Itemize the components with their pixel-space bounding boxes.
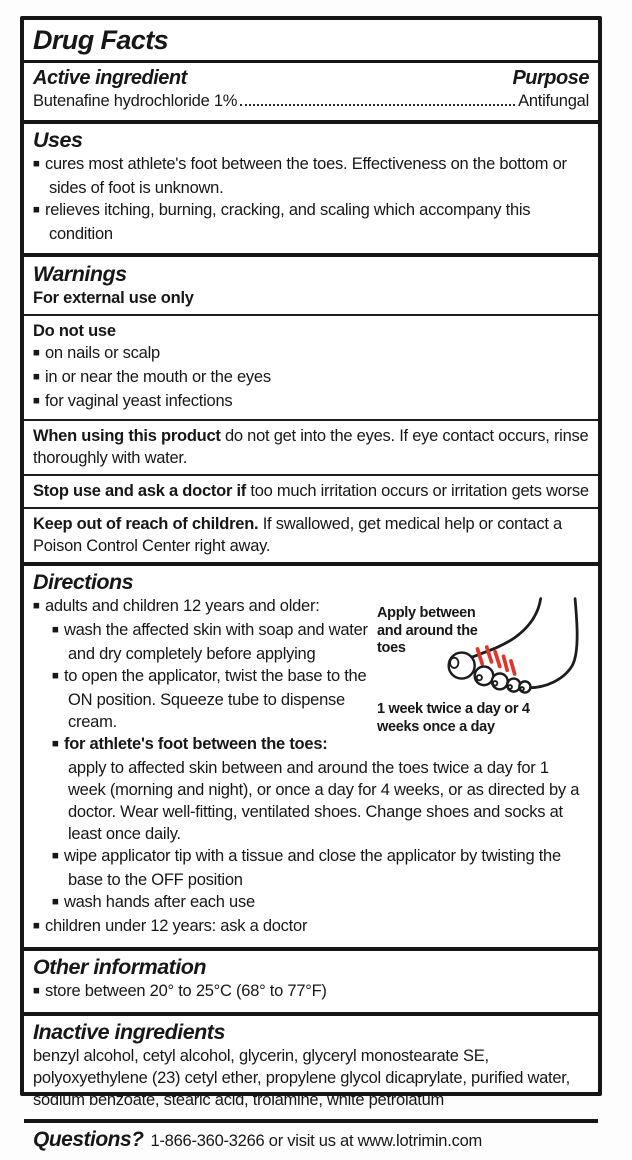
list-item: ■ store between 20° to 25°C (68° to 77°F) xyxy=(33,982,327,1000)
foot-illustration-icon xyxy=(431,597,589,697)
figure-caption-apply: Apply between and around the toes xyxy=(377,605,478,656)
square-bullet-icon: ■ xyxy=(33,985,40,997)
warnings-section xyxy=(24,253,598,562)
when-using-block xyxy=(24,419,598,474)
square-bullet-icon: ■ xyxy=(52,624,59,636)
directions-section xyxy=(24,562,598,947)
square-bullet-icon: ■ xyxy=(33,600,40,612)
directions-heading: Directions xyxy=(33,570,134,594)
list-item: ■ in or near the mouth or the eyes xyxy=(33,368,271,386)
list-item: ■ for athlete's foot between the toes: apply to affected skin between and around the toes twice a day for 1 week (morning and night), or once a day for 4 weeks, or as directed by a doctor. Wear well-fitting, ventilated shoes. Change shoes and socks at least once daily. xyxy=(52,735,580,843)
other-information-list xyxy=(33,980,589,1004)
inactive-ingredients-section xyxy=(24,1012,598,1119)
list-item: ■ to open the applicator, twist the base to the ON position. Squeeze tube to dispense cream. xyxy=(52,667,367,731)
square-bullet-icon: ■ xyxy=(33,347,40,359)
do-not-use-heading: Do not use xyxy=(33,322,116,340)
warnings-heading: Warnings xyxy=(33,262,127,286)
uses-section xyxy=(24,120,598,253)
drug-facts-header xyxy=(24,20,598,63)
stop-use-text: Stop use and ask a doctor if too much irritation occurs or irritation gets worse xyxy=(33,482,589,500)
active-ingredient-row xyxy=(33,90,589,112)
drug-facts-label xyxy=(20,16,602,1151)
list-item: ■ adults and children 12 years and older: xyxy=(33,597,320,615)
questions-heading: Questions? xyxy=(33,1128,144,1151)
drug-facts-title: Drug Facts xyxy=(33,25,169,55)
active-ingredient-heading: Active ingredient xyxy=(33,67,187,89)
questions-contact-text: 1-866-360-3266 or visit us at www.lotrimin.com xyxy=(150,1132,482,1150)
list-item: ■ for vaginal yeast infections xyxy=(33,392,233,410)
warnings-header-block xyxy=(24,257,598,314)
directions-body xyxy=(33,595,589,939)
uses-list xyxy=(33,153,589,245)
when-using-text: When using this product do not get into the eyes. If eye contact occurs, rinse thoroughly with water. xyxy=(33,427,589,467)
square-bullet-icon: ■ xyxy=(33,920,40,932)
square-bullet-icon: ■ xyxy=(33,395,40,407)
list-item: ■ wash hands after each use xyxy=(52,893,255,911)
active-ingredient-section xyxy=(24,63,598,120)
keep-out-block xyxy=(24,507,598,562)
purpose-heading: Purpose xyxy=(512,67,589,89)
figure-caption-frequency: 1 week twice a day or 4 weeks once a day xyxy=(377,701,530,735)
square-bullet-icon: ■ xyxy=(33,204,40,216)
list-item: ■ cures most athlete's foot between the toes. Effectiveness on the bottom or sides of foot is unknown. xyxy=(33,155,567,197)
square-bullet-icon: ■ xyxy=(52,738,59,750)
external-use-text: For external use only xyxy=(33,289,194,307)
other-information-heading: Other information xyxy=(33,955,207,979)
do-not-use-list xyxy=(33,342,589,414)
do-not-use-block xyxy=(24,314,598,419)
list-item: ■ wipe applicator tip with a tissue and close the applicator by twisting the base to the OFF position xyxy=(52,847,561,889)
questions-section xyxy=(24,1119,598,1160)
uses-heading: Uses xyxy=(33,128,83,152)
inactive-ingredients-text: benzyl alcohol, cetyl alcohol, glycerin, glyceryl monostearate SE, polyoxyethylene (23) cetyl ether, propylene glycol dicaprylate, purified water, sodium benzoate, stearic acid, trolamine, white petrolatum xyxy=(33,1047,570,1109)
square-bullet-icon: ■ xyxy=(52,670,59,682)
stop-use-block xyxy=(24,474,598,507)
list-item: ■ children under 12 years: ask a doctor xyxy=(33,917,308,935)
inactive-ingredients-heading: Inactive ingredients xyxy=(33,1020,225,1044)
square-bullet-icon: ■ xyxy=(33,158,40,170)
square-bullet-icon: ■ xyxy=(52,850,59,862)
square-bullet-icon: ■ xyxy=(33,371,40,383)
dotted-leader xyxy=(240,104,515,106)
other-information-section xyxy=(24,947,598,1012)
keep-out-text: Keep out of reach of children. If swallowed, get medical help or contact a Poison Control Center right away. xyxy=(33,515,562,555)
square-bullet-icon: ■ xyxy=(52,896,59,908)
list-item: ■ on nails or scalp xyxy=(33,344,160,362)
active-ingredient-name: Butenafine hydrochloride 1% xyxy=(33,92,238,110)
list-item: ■ relieves itching, burning, cracking, and scaling which accompany this condition xyxy=(33,201,531,243)
list-item: ■ wash the affected skin with soap and water and dry completely before applying xyxy=(52,621,368,663)
purpose-value: Antifungal xyxy=(518,92,589,110)
application-figure xyxy=(375,597,589,745)
